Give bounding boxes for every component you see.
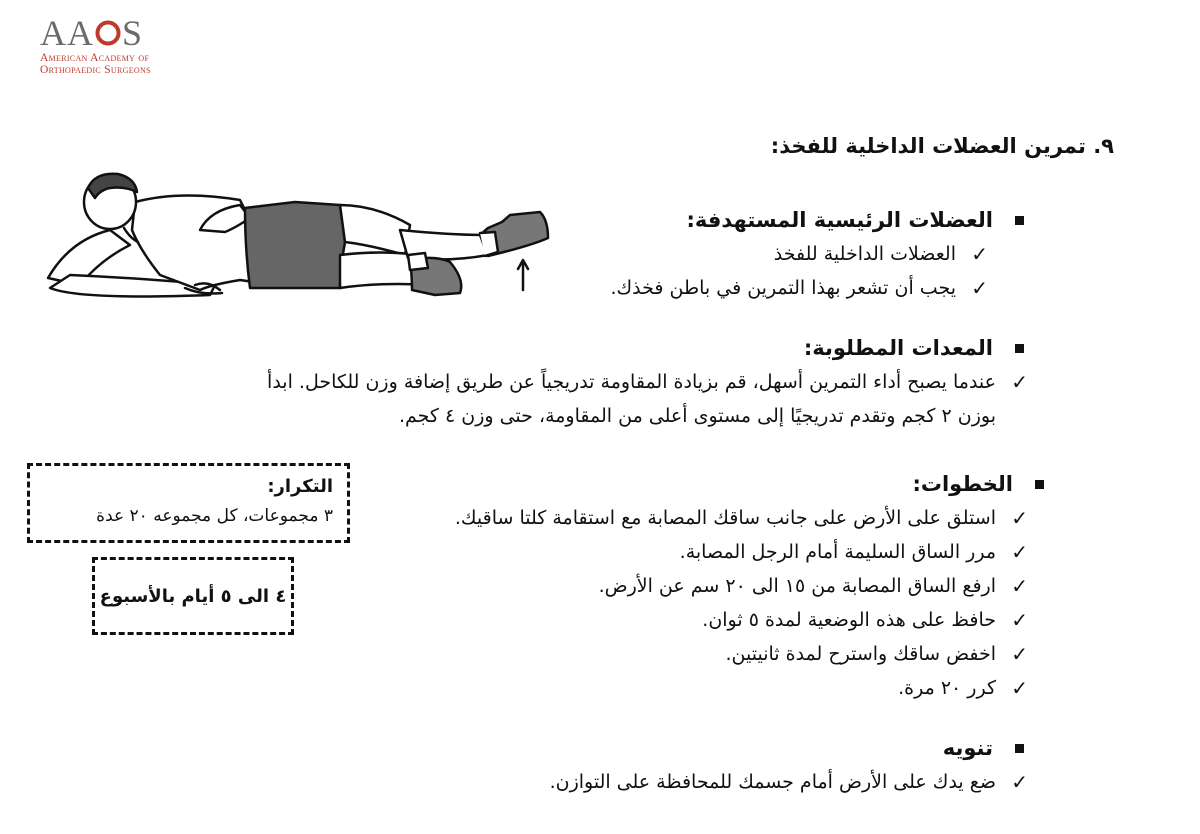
list-item [324, 765, 1028, 799]
list-item [364, 637, 1028, 671]
note-heading [324, 731, 1024, 765]
check-icon: ✓ [1011, 574, 1028, 598]
section-note [324, 731, 1028, 799]
list-item [364, 603, 1028, 637]
muscles-heading [324, 203, 1024, 237]
frequency-box [92, 557, 294, 635]
logo-letters-left: AA [40, 13, 94, 53]
section-equipment [124, 331, 1028, 433]
list-item-text: اخفض ساقك واسترح لمدة ثانيتين. [725, 643, 996, 665]
exercise-title: ٩. تمرين العضلات الداخلية للفخذ: [770, 134, 1114, 158]
list-item [324, 237, 988, 271]
check-icon: ✓ [1011, 540, 1028, 564]
list-item-continuation [124, 399, 1028, 433]
bullet-icon [1015, 216, 1024, 225]
section-muscles [324, 203, 1024, 305]
equipment-heading-text: المعدات المطلوبة: [803, 336, 993, 360]
list-item [364, 569, 1028, 603]
check-icon: ✓ [1011, 770, 1028, 794]
repetitions-box [27, 463, 350, 543]
logo-wordmark [40, 14, 190, 52]
list-item [124, 365, 1028, 399]
logo-letters-right: S [122, 13, 144, 53]
bullet-icon [1015, 344, 1024, 353]
check-icon: ✓ [1011, 506, 1028, 530]
logo-ring-icon [95, 20, 121, 46]
equipment-list [124, 365, 1028, 433]
equipment-line-2: بوزن ٢ كجم وتقدم تدريجيًا إلى مستوى أعلى من المقاومة، حتى وزن ٤ كجم. [398, 405, 996, 427]
list-item-text: مرر الساق السليمة أمام الرجل المصابة. [679, 541, 996, 563]
muscles-list [324, 237, 988, 305]
list-item [364, 501, 1028, 535]
list-item-text: حافظ على هذه الوضعية لمدة ٥ ثوان. [702, 609, 996, 631]
note-heading-text: تنويه [942, 736, 993, 760]
steps-list [364, 501, 1028, 705]
list-item-text: ضع يدك على الأرض أمام جسمك للمحافظة على التوازن. [549, 771, 996, 793]
list-item [364, 535, 1028, 569]
list-item-text: يجب أن تشعر بهذا التمرين في باطن فخذك. [610, 277, 956, 299]
frequency-text: ٤ الى ٥ أيام بالأسبوع [99, 585, 287, 607]
steps-heading [364, 467, 1044, 501]
equipment-heading [124, 331, 1024, 365]
logo-line-1: American Academy of [40, 52, 150, 64]
equipment-line-1: عندما يصبح أداء التمرين أسهل، قم بزيادة المقاومة تدريجياً عن طريق إضافة وزن للكاحل. ابدأ [267, 371, 996, 393]
list-item [324, 271, 988, 305]
check-icon: ✓ [1011, 608, 1028, 632]
bullet-icon [1015, 744, 1024, 753]
repetitions-value: ٣ مجموعات، كل مجموعه ٢٠ عدة [96, 506, 333, 526]
steps-heading-text: الخطوات: [912, 472, 1013, 496]
logo-line-2: Orthopaedic Surgeons [40, 64, 151, 76]
check-icon: ✓ [1011, 642, 1028, 666]
note-list [324, 765, 1028, 799]
check-icon: ✓ [971, 276, 988, 300]
aaos-logo [40, 14, 190, 76]
list-item-text: ارفع الساق المصابة من ١٥ الى ٢٠ سم عن الأرض. [598, 575, 996, 597]
bullet-icon [1035, 480, 1044, 489]
repetitions-label: التكرار: [267, 476, 333, 497]
list-item-text: العضلات الداخلية للفخذ [773, 243, 956, 265]
muscles-heading-text: العضلات الرئيسية المستهدفة: [686, 208, 993, 232]
section-steps [364, 467, 1044, 705]
check-icon: ✓ [1011, 676, 1028, 700]
check-icon: ✓ [971, 242, 988, 266]
list-item-text: استلق على الأرض على جانب ساقك المصابة مع استقامة كلتا ساقيك. [454, 507, 996, 529]
list-item-text: كرر ٢٠ مرة. [898, 677, 996, 699]
check-icon: ✓ [1011, 370, 1028, 394]
list-item [364, 671, 1028, 705]
